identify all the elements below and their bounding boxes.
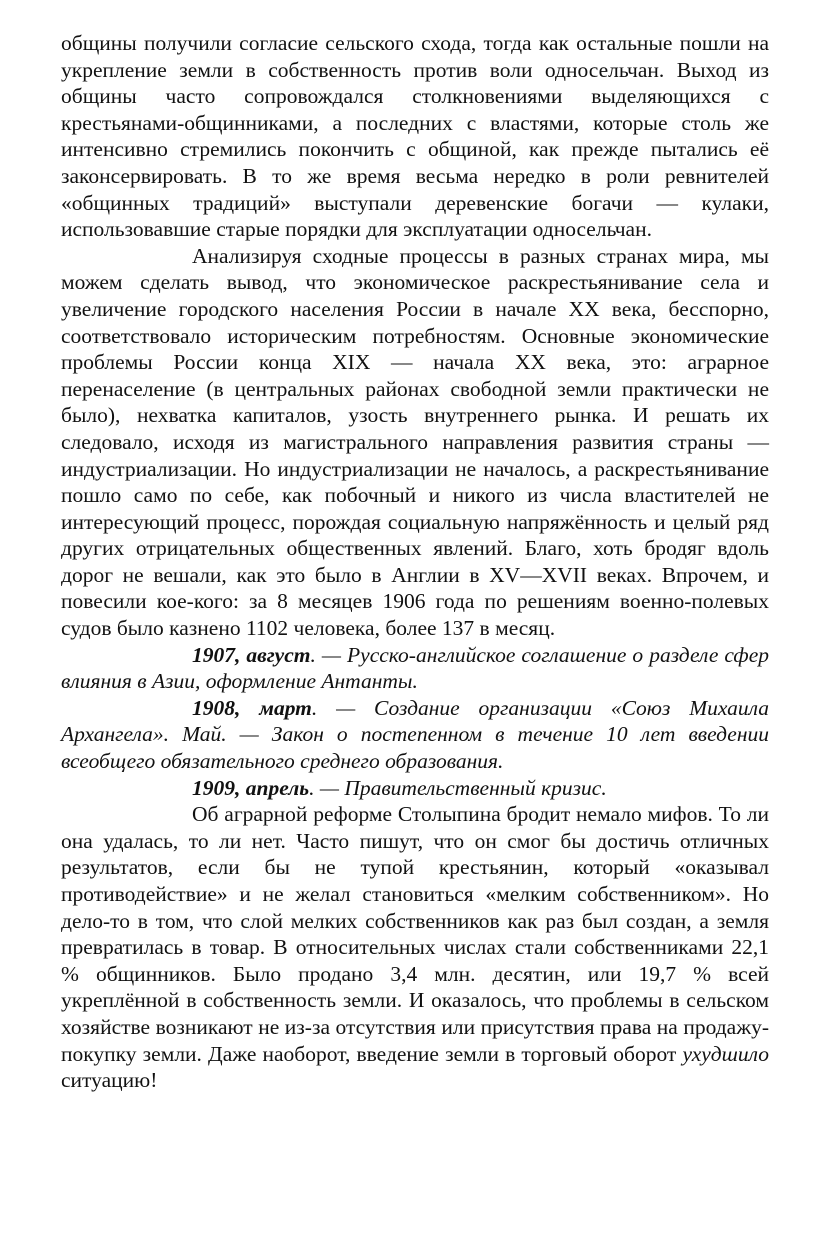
paragraph-depeasantization: Анализируя сходные процессы в разных странах мира, мы можем сделать вывод, что экономическое раскрестьянивание села и увеличение городского населения России в начале XX века, бесспорно, соответствовало историческим потребностям. Основные экономические проблемы России конца XIX — начала XX века, это: аграрное перенаселение (в центральных районах свободной земли практически не было), нехватка капиталов, узость внутреннего рынка. И решать их следовало, исходя из магистрального направления развития страны — индустриализации. Но индустриализации не началось, а раскрестьянивание пошло само по себе, как побочный и никого из числа властителей не интересующий процесс, порождая социальную напряжённость и целый ряд других отрицательных общественных явлений. Благо, хоть бродяг вдоль дорог не вешали, как это было в Англии в XV—XVII веках. Впрочем, и повесили кое-кого: за 8 месяцев 1906 года по решениям военно-полевых судов было казнено 1102 человека, более 137 в месяц. [61,243,769,641]
chronology-text: . — Правительственный кризис. [309,775,607,800]
emphasized-word: ухудшило [682,1041,769,1066]
paragraph-commune-exit: общины получили согласие сельского схода, тогда как остальные пошли на укрепление земли в собственность против воли односельчан. Выход из общины часто сопровождался столкновениями выделяющихся с крестьянами-общинниками, а последних с властями, которые столь же интенсивно стремились покончить с общиной, как прежде пытались её законсервировать. В то же время весьма нередко в роли ревнителей «общинных традиций» выступали деревенские богачи — кулаки, использовавшие старые порядки для эксплуатации односельчан. [61,31,769,242]
paragraph-text: Об аграрной реформе Столыпина бродит немало мифов. То ли она удалась, то ли нет. Часто пишут, что он смог бы достичь отличных результатов, если бы не тупой крестьянин, который «оказывал противодействие» и не желал становиться «мелким собственником». Но дело-то в том, что слой мелких собственников как раз был создан, а земля превратилась в товар. В относительных числах стали собственниками 22,1 % общинников. Было продано 3,4 млн. десятин, или 19,7 % всей укреплённой в собственность земли. И оказалось, что проблемы в сельском хозяйстве возникают не из-за отсутствия или присутствия права на продажу-покупку земли. Даже наоборот, введение земли в торговый оборот [61,802,769,1066]
chronology-entry-1907 [61,642,769,695]
paragraph-stolypin-reform [61,801,769,1094]
chronology-date: 1908, март [192,695,312,720]
paragraph-text-end: ситуацию! [61,1068,158,1093]
chronology-entry-1908 [61,695,769,775]
chronology-entry-1909 [61,775,769,802]
chronology-date: 1907, август [192,642,311,667]
chronology-date: 1909, апрель [192,775,310,800]
chronology-text: . — Создание организации «Союз Михаила Архангела». Май. — Закон о постепенном в течение 10 лет введении всеобщего обязательного среднего образования. [61,695,770,774]
chronology-text: . — Русско-английское соглашение о разделе сфер влияния в Азии, оформление Антанты. [61,642,769,694]
